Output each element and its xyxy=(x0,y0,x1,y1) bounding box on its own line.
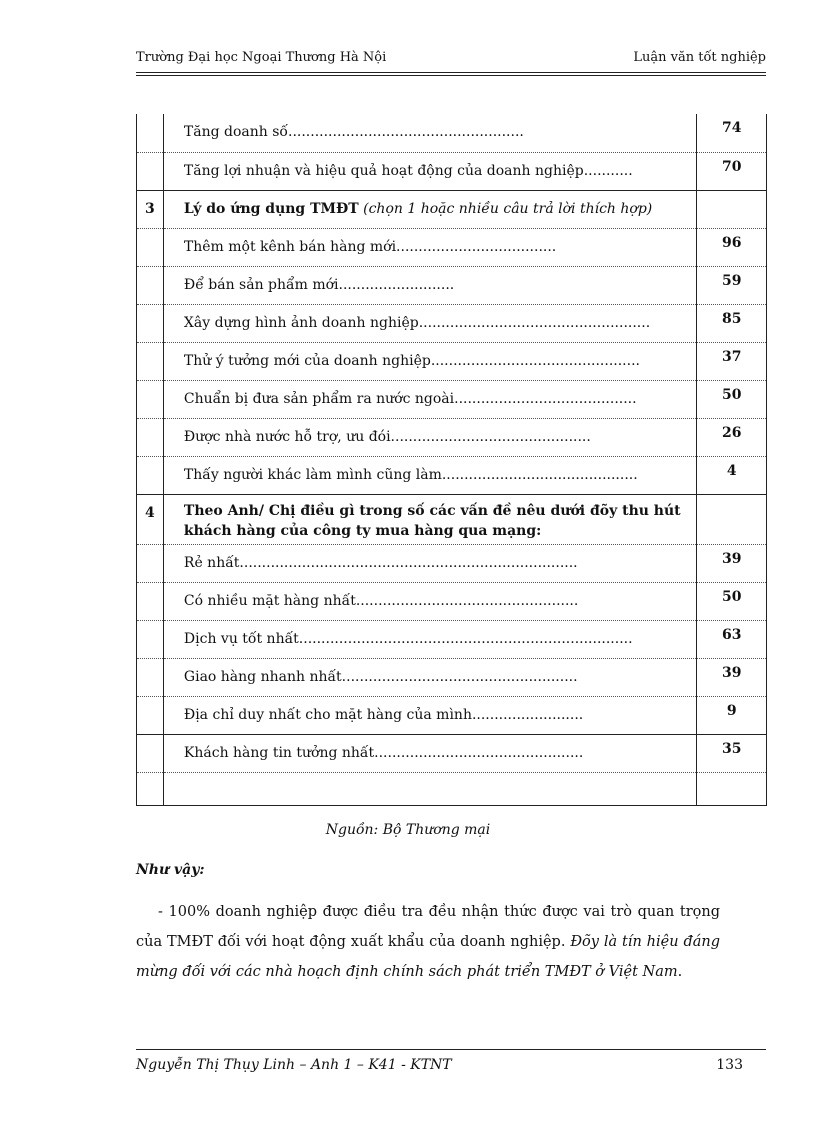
row-text: Để bán sản phẩm mới.......................... xyxy=(163,266,697,304)
table-row xyxy=(137,266,767,304)
row-text: Xây dựng hình ảnh doanh nghiệp.................................................... xyxy=(163,304,697,342)
row-value: 50 xyxy=(697,380,767,418)
row-text: Giao hàng nhanh nhất..................................................... xyxy=(163,658,697,696)
row-text: Được nhà nước hỗ trợ, ưu đói............................................. xyxy=(163,418,697,456)
table-row xyxy=(137,582,767,620)
section-header-row xyxy=(137,494,767,544)
row-text: Dịch vụ tốt nhất........................................................................... xyxy=(163,620,697,658)
section-title-text: Lý do ứng dụng TMĐT xyxy=(183,200,359,217)
table-row xyxy=(137,620,767,658)
table-row xyxy=(137,456,767,494)
row-text: Thấy người khác làm mình cũng làm............................................ xyxy=(163,456,697,494)
footer-author: Nguyễn Thị Thụy Linh – Anh 1 – K41 - KTNT xyxy=(136,1057,452,1073)
conclusion-paragraph xyxy=(136,897,720,987)
conclusion-emphasis: Đõy là tín hiệu đáng mừng đối với các nhà hoạch định chính sách phát triển TMĐT ở Việt Nam xyxy=(136,934,720,980)
row-value: 9 xyxy=(697,696,767,734)
row-number xyxy=(137,582,164,620)
page-number: 133 xyxy=(716,1057,743,1073)
table-row xyxy=(137,696,767,734)
header-school: Trường Đại học Ngoại Thương Hà Nội xyxy=(136,50,387,65)
footer-rule xyxy=(136,1049,766,1050)
row-text: Tăng doanh số..................................................... xyxy=(163,114,697,152)
row-text: Địa chỉ duy nhất cho mặt hàng của mình......................... xyxy=(163,696,697,734)
table-row xyxy=(137,418,767,456)
header-rule-double xyxy=(136,75,766,76)
table-row xyxy=(137,658,767,696)
header-rule xyxy=(136,72,766,73)
row-value: 50 xyxy=(697,582,767,620)
conclusion-text: - 100% doanh nghiệp được điều tra đều nhận thức được vai trò quan trọng của TMĐT đối với hoạt động xuất khẩu của doanh nghiệp. xyxy=(136,904,720,950)
row-number xyxy=(137,544,164,582)
section-number: 3 xyxy=(137,190,164,228)
table-row xyxy=(137,228,767,266)
row-number xyxy=(137,620,164,658)
survey-table xyxy=(136,114,767,806)
row-value: 37 xyxy=(697,342,767,380)
row-number xyxy=(137,228,164,266)
table-row xyxy=(137,342,767,380)
row-value: 35 xyxy=(697,734,767,772)
header-title: Luận văn tốt nghiệp xyxy=(633,50,766,65)
row-text xyxy=(163,772,697,805)
row-text: Tăng lợi nhuận và hiệu quả hoạt động của doanh nghiệp........... xyxy=(163,152,697,190)
row-text: Chuẩn bị đưa sản phẩm ra nước ngoài......................................... xyxy=(163,380,697,418)
row-value: 59 xyxy=(697,266,767,304)
section-title: Theo Anh/ Chị điều gì trong số các vấn đề nêu dưới đõy thu hút khách hàng của công ty mua hàng qua mạng: xyxy=(163,494,697,544)
row-number xyxy=(137,152,164,190)
row-value: 85 xyxy=(697,304,767,342)
table-row xyxy=(137,114,767,152)
row-value: 4 xyxy=(697,456,767,494)
table-row xyxy=(137,380,767,418)
row-number xyxy=(137,342,164,380)
row-number xyxy=(137,304,164,342)
conclusion-heading: Như vậy: xyxy=(136,862,205,878)
table-row xyxy=(137,152,767,190)
row-value: 70 xyxy=(697,152,767,190)
row-value xyxy=(697,772,767,805)
row-text: Thêm một kênh bán hàng mới.................................... xyxy=(163,228,697,266)
row-number xyxy=(137,114,164,152)
section-header-row xyxy=(137,190,767,228)
page-footer xyxy=(136,1057,743,1073)
row-text: Khách hàng tin tưởng nhất............................................... xyxy=(163,734,697,772)
row-value: 39 xyxy=(697,544,767,582)
page-header xyxy=(136,48,766,70)
row-number xyxy=(137,380,164,418)
conclusion-end: . xyxy=(677,964,683,980)
table-row xyxy=(137,304,767,342)
row-number xyxy=(137,658,164,696)
row-value: 39 xyxy=(697,658,767,696)
row-text: Có nhiều mặt hàng nhất.................................................. xyxy=(163,582,697,620)
row-number xyxy=(137,456,164,494)
table-row xyxy=(137,734,767,772)
row-text: Rẻ nhất............................................................................ xyxy=(163,544,697,582)
row-number xyxy=(137,772,164,805)
row-number xyxy=(137,418,164,456)
table-row xyxy=(137,772,767,805)
table-row xyxy=(137,544,767,582)
row-value xyxy=(697,494,767,544)
table-source: Nguồn: Bộ Thương mại xyxy=(325,822,491,838)
section-title xyxy=(163,190,697,228)
row-value: 63 xyxy=(697,620,767,658)
row-value: 26 xyxy=(697,418,767,456)
row-text: Thử ý tưởng mới của doanh nghiệp............................................... xyxy=(163,342,697,380)
row-number xyxy=(137,266,164,304)
row-value: 74 xyxy=(697,114,767,152)
section-title-note: (chọn 1 hoặc nhiều câu trả lời thích hợp) xyxy=(363,200,653,217)
row-number xyxy=(137,734,164,772)
row-number xyxy=(137,696,164,734)
row-value xyxy=(697,190,767,228)
section-number: 4 xyxy=(137,494,164,544)
row-value: 96 xyxy=(697,228,767,266)
